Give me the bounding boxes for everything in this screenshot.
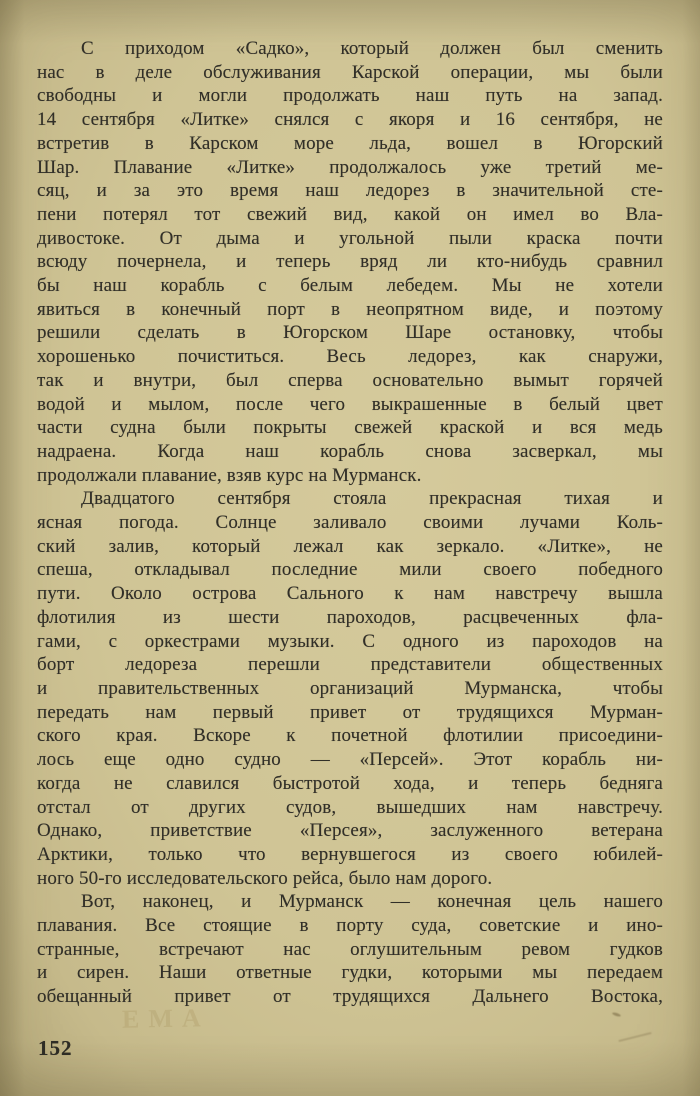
text-line: лось еще одно судно — «Персей». Этот корабль ни- [37,749,663,771]
text-line: когда не славился быстротой хода, и теперь бедняга [37,772,663,794]
text-line: пени потерял тот свежий вид, какой он имел во Вла- [37,203,663,225]
text-line: нас в деле обслуживания Карской операции, мы были [37,61,663,83]
text-line: ский залив, который лежал как зеркало. «Литке», не [37,535,663,557]
text-line: решили сделать в Югорском Шаре остановку, чтобы [37,322,663,344]
text-line: пути. Около острова Сального к нам навстречу вышла [37,583,663,605]
text-line: и правительственных организаций Мурманска, чтобы [37,677,663,699]
text-line: встретив в Карском море льда, вошел в Югорский [37,132,663,154]
text-line: продолжали плавание, взяв курс на Мурманск. [37,464,422,486]
text-line: передать нам первый привет от трудящихся Мурман- [37,701,663,723]
text-line: бы наш корабль с белым лебедем. Мы не хотели [37,275,663,297]
paper-scratch [618,1032,651,1042]
text-line: сяц, и за это время наш ледорез в значительной сте- [37,180,663,202]
text-line: С приходом «Садко», который должен был сменить [81,38,663,59]
text-line: надраена. Когда наш корабль снова засверкал, мы [37,440,663,462]
paragraph [37,37,663,487]
text-line: явиться в конечный порт в неопрятном виде, и поэтому [37,298,663,320]
paper-speck [612,1012,621,1018]
text-line: ского края. Вскоре к почетной флотилии присоедини- [37,725,663,747]
paragraph [37,890,663,1009]
text-line: всюду почернела, и теперь вряд ли кто-нибудь сравнил [37,251,663,273]
text-line: флотилия из шести пароходов, расцвеченных фла- [37,606,663,628]
text-line: части судна были покрыты свежей краской и вся медь [37,417,663,439]
page-number: 152 [38,1036,73,1060]
text-line: ясная погода. Солнце заливало своими лучами Коль- [37,512,663,534]
text-line: отстал от других судов, вышедших нам навстречу. [37,796,663,818]
text-line: Вот, наконец, и Мурманск — конечная цель нашего [81,891,663,913]
text-line: и сирен. Наши ответные гудки, которыми мы передаем [37,962,663,984]
text-line: 14 сентября «Литке» снялся с якоря и 16 сентября, не [37,109,663,131]
text-line: дивостоке. От дыма и угольной пыли краска почти [37,227,663,249]
text-line: так и внутри, был сперва основательно вымыт горячей [37,369,663,391]
text-line: ного 50-го исследовательского рейса, было нам дорого. [37,867,493,889]
text-line: хорошенько почиститься. Весь ледорез, как снаружи, [37,346,663,368]
text-line: свободны и могли продолжать наш путь на запад. [37,85,663,107]
text-line: Двадцатого сентября стояла прекрасная тихая и [81,488,663,510]
text-line: странные, встречают нас оглушительным ревом гудков [37,938,663,960]
text-line: спеша, откладывал последние мили своего победного [37,559,663,581]
text-line: Однако, приветствие «Персея», заслуженного ветерана [37,820,663,842]
text-line: обещанный привет от трудящихся Дальнего Востока, [37,986,663,1008]
paragraph [37,487,663,890]
text-line: плавания. Все стоящие в порту суда, советские и ино- [37,915,663,937]
text-line: Арктики, только что вернувшегося из своего юбилей- [37,843,663,865]
text-line: водой и мылом, после чего выкрашенные в белый цвет [37,393,663,415]
text-line: гами, с оркестрами музыки. С одного из пароходов на [37,630,663,652]
text-line: борт ледореза перешли представители общественных [37,654,663,676]
bleedthrough-watermark: ЕМА [121,1003,210,1034]
text-line: Шар. Плавание «Литке» продолжалось уже третий ме- [37,156,663,178]
text-block [37,37,663,1009]
